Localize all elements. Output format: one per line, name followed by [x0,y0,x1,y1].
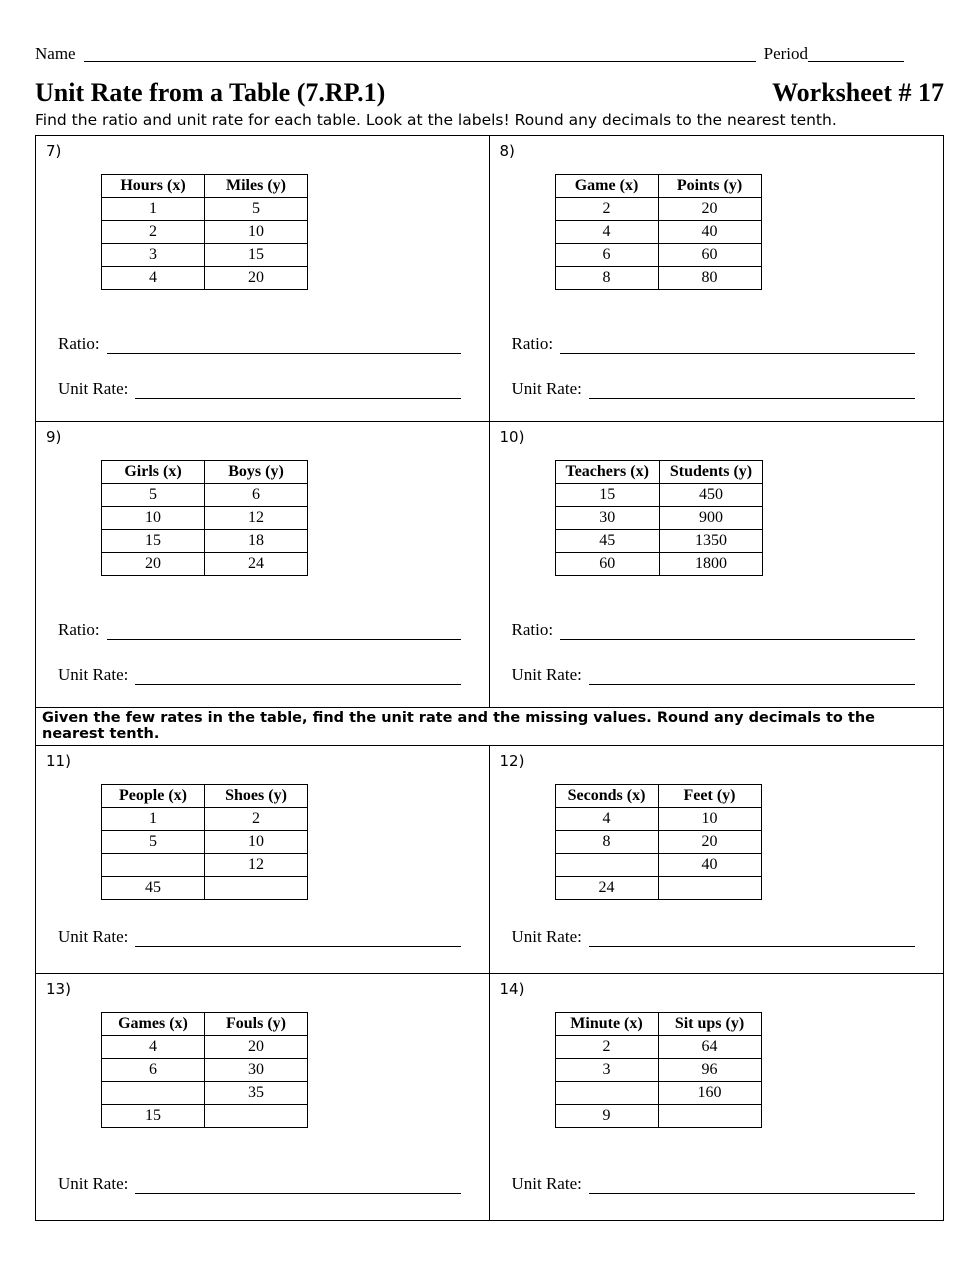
table-cell: 2 [555,198,658,221]
table-header-row [555,785,761,808]
ratio-line [512,620,916,640]
table-cell: 2 [555,1036,658,1059]
table-row [102,221,308,244]
ratio-label: Ratio: [58,620,100,639]
column-header-y: Students (y) [659,461,762,484]
table-cell missing-value[interactable] [102,854,205,877]
table-cell: 20 [205,267,308,290]
unit-rate-label: Unit Rate: [511,379,582,398]
table-cell: 9 [555,1105,658,1128]
table-row [102,244,308,267]
table-row [102,1105,308,1128]
table-cell missing-value[interactable] [658,1105,761,1128]
column-header-y: Points (y) [658,175,761,198]
table-cell: 40 [658,221,761,244]
unit-rate-answer-blank[interactable] [589,1176,915,1194]
table-row [102,877,308,900]
problem-10 [490,422,944,707]
table-cell: 15 [102,530,205,553]
table-cell: 15 [205,244,308,267]
ratio-answer-blank[interactable] [107,622,461,640]
table-row [555,484,763,507]
column-header-x: People (x) [102,785,205,808]
table-cell: 80 [658,267,761,290]
table-header-row [555,1013,761,1036]
grid-row-1 [36,136,943,422]
table-row [555,267,761,290]
table-cell: 20 [658,831,761,854]
unit-rate-line [58,665,461,685]
unit-rate-answer-blank[interactable] [589,381,915,399]
table-cell missing-value[interactable] [658,877,761,900]
unit-rate-label: Unit Rate: [58,379,129,398]
ratio-line [58,620,461,640]
name-blank[interactable] [84,44,756,62]
table-cell: 5 [205,198,308,221]
column-header-x: Seconds (x) [555,785,658,808]
table-cell: 20 [658,198,761,221]
table-cell: 5 [102,484,205,507]
problem-14-number: 14) [499,980,525,998]
table-header-row [555,175,761,198]
table-cell: 40 [658,854,761,877]
table-cell: 20 [102,553,205,576]
column-header-x: Game (x) [555,175,658,198]
table-header-row [102,785,308,808]
table-row [555,507,763,530]
table-row [555,808,761,831]
table-cell: 5 [102,831,205,854]
unit-rate-answer-blank[interactable] [589,929,915,947]
problem-13-table [101,1012,308,1128]
problem-8 [490,136,944,421]
table-cell: 3 [555,1059,658,1082]
table-cell: 64 [658,1036,761,1059]
unit-rate-answer-blank[interactable] [135,381,460,399]
table-cell missing-value[interactable] [205,1105,308,1128]
table-row [555,1082,761,1105]
unit-rate-label: Unit Rate: [511,1174,582,1193]
table-row [102,831,308,854]
unit-rate-label: Unit Rate: [58,927,129,946]
problem-14 [490,974,944,1220]
table-cell: 4 [555,221,658,244]
table-cell: 2 [205,808,308,831]
problem-9-number: 9) [46,428,62,446]
problem-10-table [555,460,764,576]
unit-rate-answer-blank[interactable] [135,1176,460,1194]
problem-11-table [101,784,308,900]
period-label: Period [763,44,808,63]
table-cell: 15 [102,1105,205,1128]
unit-rate-line [512,379,916,399]
unit-rate-line [512,665,916,685]
ratio-answer-blank[interactable] [560,622,915,640]
column-header-y: Feet (y) [658,785,761,808]
table-cell: 10 [658,808,761,831]
table-cell: 4 [555,808,658,831]
column-header-x: Games (x) [102,1013,205,1036]
ratio-label: Ratio: [511,620,554,639]
table-row [102,507,308,530]
problem-7 [36,136,490,421]
table-row [555,244,761,267]
problem-10-number: 10) [499,428,525,446]
unit-rate-answer-blank[interactable] [135,667,460,685]
problem-11 [36,746,490,973]
table-cell: 10 [205,221,308,244]
table-cell missing-value[interactable] [555,1082,658,1105]
table-cell: 10 [205,831,308,854]
problem-12 [490,746,944,973]
column-header-y: Miles (y) [205,175,308,198]
table-cell: 6 [205,484,308,507]
table-cell missing-value[interactable] [102,1082,205,1105]
table-header-row [102,1013,308,1036]
unit-rate-line [58,379,461,399]
table-row [102,1036,308,1059]
ratio-answer-blank[interactable] [107,336,461,354]
unit-rate-label: Unit Rate: [58,1174,129,1193]
table-cell: 96 [658,1059,761,1082]
table-cell: 45 [102,877,205,900]
table-cell: 20 [205,1036,308,1059]
column-header-y: Shoes (y) [205,785,308,808]
table-header-row [102,461,308,484]
problem-12-number: 12) [499,752,525,770]
table-row [555,530,763,553]
title-row [35,78,944,108]
table-header-row [555,461,763,484]
table-cell: 30 [555,507,659,530]
table-cell: 18 [205,530,308,553]
problem-9 [36,422,490,707]
name-period-row [35,44,904,64]
table-cell: 8 [555,831,658,854]
problem-7-table [101,174,308,290]
table-cell: 12 [205,507,308,530]
problem-9-table [101,460,308,576]
column-header-x: Teachers (x) [555,461,659,484]
table-cell: 1 [102,808,205,831]
table-cell: 30 [205,1059,308,1082]
table-row [555,221,761,244]
grid-row-3 [36,746,943,974]
table-cell: 8 [555,267,658,290]
instruction-second: Given the few rates in the table, find the unit rate and the missing values. Round any decimals to the nearest tenth. [36,708,943,746]
table-row [102,267,308,290]
ratio-label: Ratio: [511,334,554,353]
table-cell: 15 [555,484,659,507]
table-row [555,877,761,900]
table-cell: 4 [102,1036,205,1059]
table-cell: 450 [659,484,762,507]
unit-rate-line [512,1174,916,1194]
unit-rate-label: Unit Rate: [511,927,582,946]
ratio-label: Ratio: [58,334,100,353]
table-cell missing-value[interactable] [555,854,658,877]
unit-rate-answer-blank[interactable] [135,929,460,947]
table-header-row [102,175,308,198]
table-row [555,1036,761,1059]
unit-rate-line [58,1174,461,1194]
worksheet-number: Worksheet # 17 [772,78,944,107]
grid-row-2 [36,422,943,708]
problem-11-number: 11) [46,752,71,770]
problem-grid [35,135,944,1221]
table-cell: 45 [555,530,659,553]
table-row [102,1059,308,1082]
table-row [102,198,308,221]
problem-14-table [555,1012,762,1128]
table-cell: 24 [555,877,658,900]
unit-rate-line [58,927,461,947]
table-cell: 1 [102,198,205,221]
period-blank[interactable] [808,44,904,62]
table-cell: 24 [205,553,308,576]
column-header-x: Hours (x) [102,175,205,198]
name-label: Name [35,44,76,63]
table-row [555,831,761,854]
table-cell: 4 [102,267,205,290]
column-header-x: Minute (x) [555,1013,658,1036]
table-cell: 1350 [659,530,762,553]
table-row [102,553,308,576]
unit-rate-answer-blank[interactable] [589,667,915,685]
column-header-x: Girls (x) [102,461,205,484]
instruction-first: Find the ratio and unit rate for each table. Look at the labels! Round any decimals to the nearest tenth. [35,111,837,129]
unit-rate-label: Unit Rate: [511,665,582,684]
table-row [102,808,308,831]
ratio-line [58,334,461,354]
table-row [555,1105,761,1128]
table-row [555,553,763,576]
table-cell: 900 [659,507,762,530]
ratio-line [512,334,916,354]
column-header-y: Fouls (y) [205,1013,308,1036]
table-row [102,484,308,507]
table-row [102,854,308,877]
table-row [102,530,308,553]
table-cell: 35 [205,1082,308,1105]
table-cell: 6 [102,1059,205,1082]
unit-rate-line [512,927,916,947]
table-cell: 3 [102,244,205,267]
grid-row-4 [36,974,943,1220]
table-row [555,1059,761,1082]
table-cell: 1800 [659,553,762,576]
problem-8-table [555,174,762,290]
problem-12-table [555,784,762,900]
column-header-y: Boys (y) [205,461,308,484]
table-row [555,198,761,221]
table-row [102,1082,308,1105]
table-cell: 60 [658,244,761,267]
table-cell: 10 [102,507,205,530]
problem-13-number: 13) [46,980,71,998]
problem-7-number: 7) [46,142,62,160]
ratio-answer-blank[interactable] [560,336,915,354]
problem-8-number: 8) [499,142,515,160]
table-cell: 160 [658,1082,761,1105]
table-cell missing-value[interactable] [205,877,308,900]
table-cell: 6 [555,244,658,267]
table-cell: 60 [555,553,659,576]
unit-rate-label: Unit Rate: [58,665,129,684]
problem-13 [36,974,490,1220]
page-title: Unit Rate from a Table (7.RP.1) [35,78,386,107]
column-header-y: Sit ups (y) [658,1013,761,1036]
table-cell: 2 [102,221,205,244]
table-cell: 12 [205,854,308,877]
table-row [555,854,761,877]
